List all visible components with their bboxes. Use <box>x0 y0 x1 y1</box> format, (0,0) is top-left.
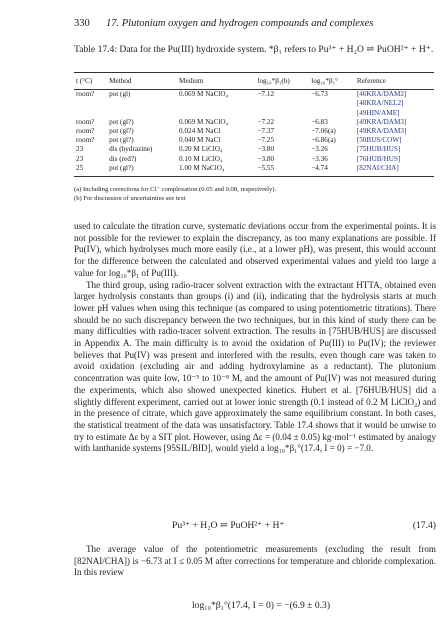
running-title: 17. Plutonium oxygen and hydrogen compounds and complexes <box>106 18 374 29</box>
paragraph: The third group, using radio-tracer solvent extraction with the extractant HTTA, obtained even larger hydrolysis constants than groups (i) and (ii), indicating that the hydrolysis starts at much lower pH values when using this technique (as compared to using potentiometric titrations). There should be no such discrepancy between the two techniques, but in this kind of study there can be many difficulties with radio-tracer solvent extraction. The results in [75HUB/HUS] are discussed in Appendix A. The main difficulty is to avoid the oxidation of Pu(III) to Pu(IV); the reviewer believes that Pu(IV) was present and interfered with the results, even though care was taken to avoid oxidation (excluding air and adding hydroxylamine as a reductant). The plutonium concentration was quite low, 10⁻⁵ to 10⁻⁸ M, and the amount of Pu(IV) was not measured during the experiments, which also showed unexpected kinetics. Hubert et al. [76HUB/HUS] did a slightly different experiment, carried out at lower ionic strength (0.1 instead of 0.2 M LiClO₄) and in the presence of citrate, which gave approximately the same equilibrium constant. In both cases, the statistical treatment of the data was unsatisfactory. Table 17.4 shows that it would be unwise to try to estimate Δε by a SIT plot. However, using Δε = (0.04 ± 0.05) kg·mol⁻¹ estimated by analogy with lanthanide systems [95SIL/BID], would yield a log₁₀*β₁°(17.4, I = 0) = −7.0. <box>74 279 436 454</box>
table-cell <box>74 109 107 118</box>
table-row <box>74 127 434 136</box>
table-cell: pot (gl?) <box>109 117 134 126</box>
table-cell: −3.36 <box>311 154 328 163</box>
table-cell: 0.024 M NaCl <box>179 127 221 136</box>
table-cell <box>177 99 255 108</box>
col-header: Method <box>107 73 177 90</box>
table-cell: room? <box>76 127 95 136</box>
col-header: Reference <box>355 73 434 90</box>
col-header: Medium <box>177 73 255 90</box>
table-row <box>74 155 434 164</box>
equation-number: (17.4) <box>412 520 436 531</box>
table-cell: 23 <box>76 154 84 163</box>
table-cell: [49KRA/DAM3] <box>356 117 407 126</box>
body-text <box>74 221 436 455</box>
table-cell: 0.20 M LiClO₄ <box>179 145 223 154</box>
table-cell: −6.86(a) <box>311 136 336 145</box>
table-cell <box>255 99 309 108</box>
table-cell: 0.040 M NaCl <box>179 136 221 145</box>
table-cell: pot (gl?) <box>107 164 177 177</box>
table-cell: [49KRA/DAM3] <box>356 127 407 136</box>
data-table <box>74 72 434 177</box>
table-cell: dis (hydrazine) <box>109 145 153 154</box>
table-cell: 0.069 M NaClO₄ <box>179 90 229 99</box>
table-cell: 0.069 M NaClO₄ <box>179 117 229 126</box>
table-cell: 23 <box>76 145 84 154</box>
table-cell: −7.06(a) <box>311 127 336 136</box>
table-cell: [82NAI/CHA] <box>355 164 434 177</box>
table-cell: −4.74 <box>309 164 355 177</box>
table-cell: −5.55 <box>255 164 309 177</box>
table-cell: room? <box>76 136 95 145</box>
table-cell: −3.80 <box>257 145 275 154</box>
table-cell <box>255 109 309 118</box>
table-cell <box>177 109 255 118</box>
table-row <box>74 109 434 118</box>
body-text-2 <box>74 544 436 579</box>
table-row <box>74 90 434 100</box>
table-cell: −6.73 <box>311 90 328 99</box>
col-header: log₁₀*β₁° <box>309 73 355 90</box>
table-cell: [48KRA/NEL2] <box>356 99 404 108</box>
table-cell: [76HUB/HUS] <box>356 154 401 163</box>
col-header: log₁₀*β₁(b) <box>255 73 309 90</box>
table-row <box>74 145 434 154</box>
table-cell: −7.37 <box>257 127 275 136</box>
col-header: t (°C) <box>74 73 107 90</box>
table-cell: pot (gl?) <box>109 136 134 145</box>
table-cell: −7.12 <box>257 90 275 99</box>
table-row <box>74 136 434 145</box>
table-cell: room? <box>76 117 95 126</box>
table-cell: −3.80 <box>257 154 275 163</box>
table-cell: [46KRA/DAM2] <box>356 90 407 99</box>
table-cell: dis (red?) <box>109 154 137 163</box>
table-cell <box>74 99 107 108</box>
table-cell <box>107 109 177 118</box>
table-row <box>74 118 434 127</box>
table-cell: pot (gl) <box>109 90 131 99</box>
page-number: 330 <box>74 18 90 29</box>
table-caption: Table 17.4: Data for the Pu(III) hydroxide system. *β₁ refers to Pu³⁺ + H₂O ⇌ PuOH²⁺ + H⁺. <box>74 44 434 55</box>
equation-body: Pu³⁺ + H₂O ⇌ PuOH²⁺ + H⁺ <box>172 520 285 531</box>
table-cell: −7.22 <box>257 117 275 126</box>
table-cell: 1.00 M NaClO₄ <box>177 164 255 177</box>
paragraph: The average value of the potentiometric measurements (excluding the result from [82NAI/CHA]) is −6.73 at I ≤ 0.05 M after corrections for temperature and chloride complexation. In this review <box>74 544 436 578</box>
table-cell: −3.26 <box>311 145 328 154</box>
table-cell: [50BUS/COW] <box>356 136 402 145</box>
table-footnote: (a) Including corrections for Cl⁻ complexation (0.05 and 0.08, respectively). <box>74 186 277 193</box>
table-cell: 0.10 M LiClO₄ <box>179 154 223 163</box>
table-cell: 25 <box>74 164 107 177</box>
table-cell: −6.83 <box>311 117 328 126</box>
table-cell: pot (gl?) <box>109 127 134 136</box>
table-cell <box>309 99 355 108</box>
table-cell <box>107 99 177 108</box>
table-cell <box>309 109 355 118</box>
table-cell: −7.25 <box>257 136 275 145</box>
table-footnote: (b) For discussion of uncertainties see text <box>74 195 186 202</box>
equation-body: log₁₀*β₁°(17.4, I = 0) = −(6.9 ± 0.3) <box>192 600 331 611</box>
table-row <box>74 164 434 177</box>
paragraph: used to calculate the titration curve, systematic deviations occur from the experimental points. It is not possible for the reviewer to explain the discrepancy, as too many explanations are possible. If Pu(IV), which hydrolyses much more easily (i.e., at a lower pH), was present, this would account for the difference between the calculated and observed experimental values and yield too large a value for log₁₀*β₁ of Pu(III). <box>74 221 436 278</box>
table-cell: [75HUB/HUS] <box>356 145 401 154</box>
table-row <box>74 99 434 108</box>
table-cell: room? <box>76 90 95 99</box>
table-cell: [49HIN/AME] <box>356 108 400 117</box>
table-header-row <box>74 73 434 90</box>
